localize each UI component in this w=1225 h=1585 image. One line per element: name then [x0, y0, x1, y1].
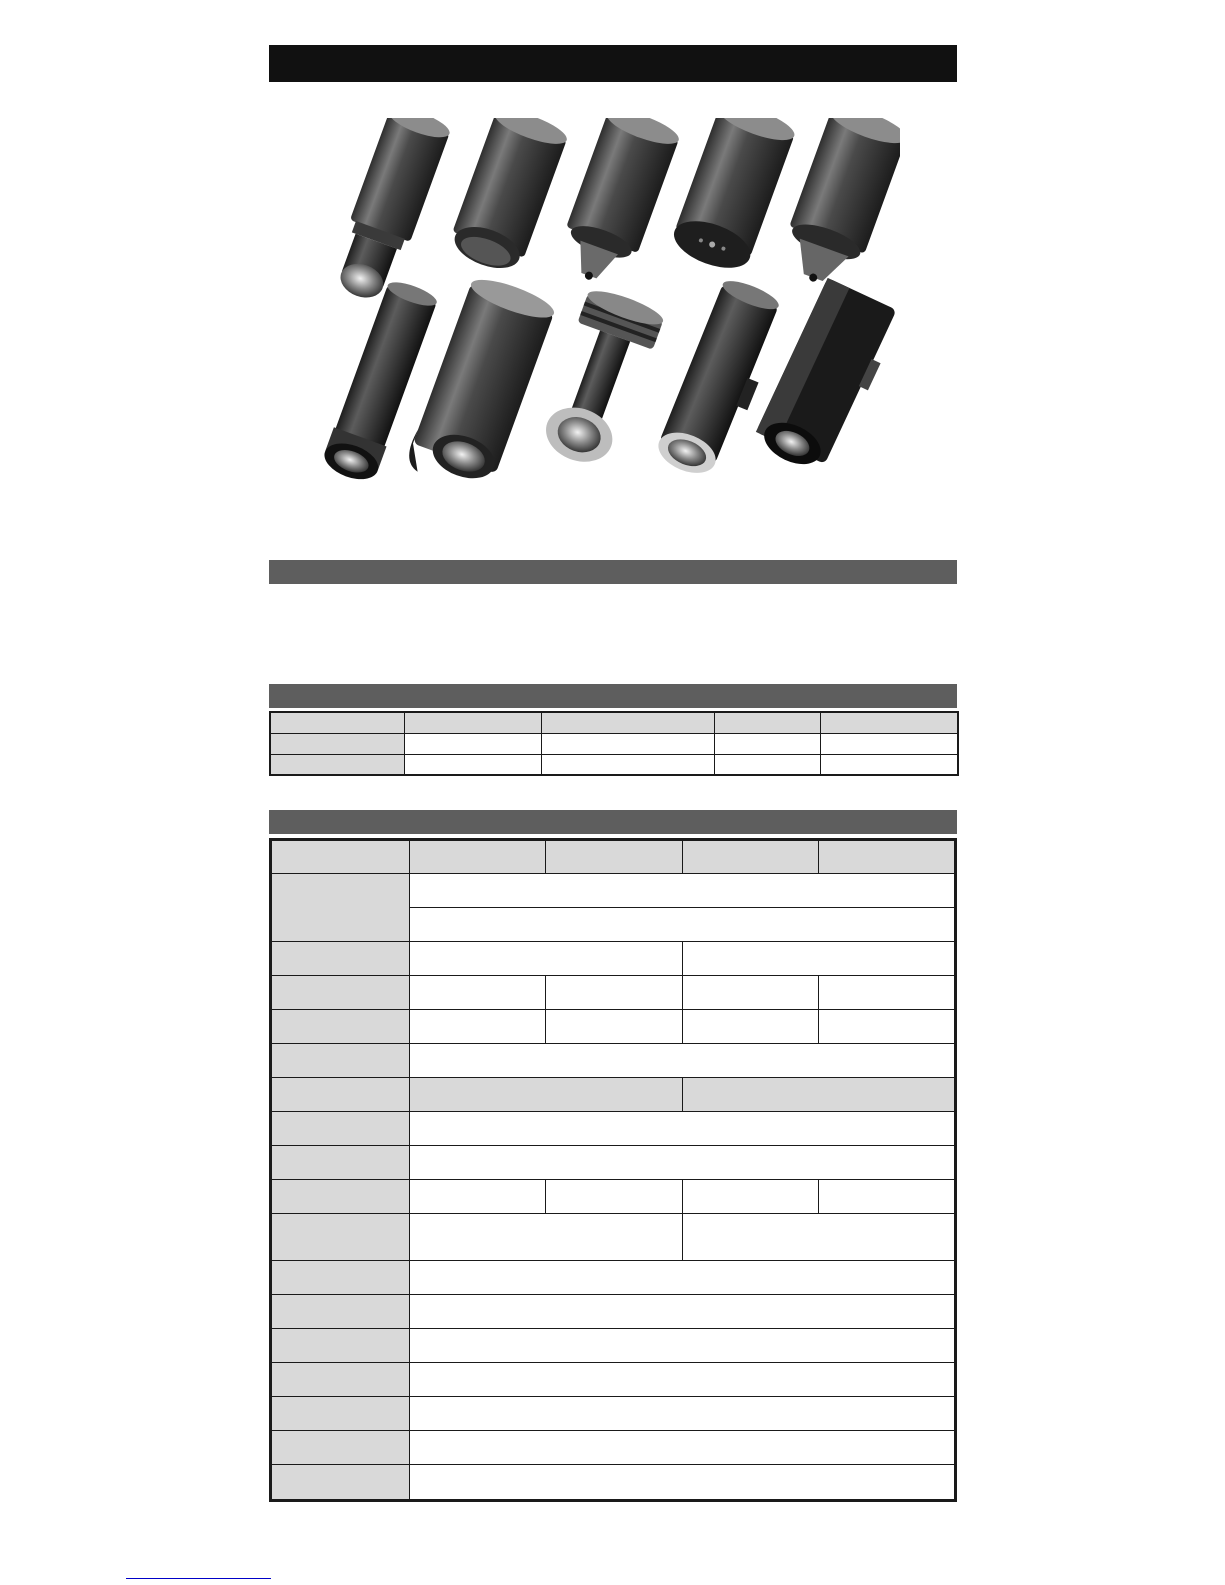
camera-bullet-bracket [652, 276, 791, 485]
spec-value-cell [819, 976, 956, 1010]
spec-value-cell [682, 1214, 955, 1261]
model-label-cell [270, 733, 404, 754]
spec-value-cell [409, 1044, 955, 1078]
model-header-cell [270, 712, 404, 733]
model-cell [714, 733, 820, 754]
spec-value-cell [409, 1214, 682, 1261]
section-bar-models [269, 684, 957, 708]
spec-value-cell [409, 1363, 955, 1397]
spec-row [271, 1431, 956, 1465]
spec-label-cell [271, 1112, 410, 1146]
model-table [269, 711, 959, 776]
spec-value-cell [409, 1078, 682, 1112]
spec-value-cell [819, 1010, 956, 1044]
spec-value-cell [409, 1465, 955, 1501]
spec-label-cell [271, 1146, 410, 1180]
spec-row [271, 1010, 956, 1044]
spec-label-cell [271, 1363, 410, 1397]
spec-value-cell [409, 1295, 955, 1329]
model-cell [404, 733, 541, 754]
spec-row [271, 1146, 956, 1180]
spec-header-cell [819, 840, 956, 874]
spec-row [271, 976, 956, 1010]
spec-label-cell [271, 1010, 410, 1044]
model-table-row [270, 733, 958, 754]
camera-pinhole-flat-lens [326, 118, 452, 307]
section-bar-features [269, 560, 957, 584]
spec-row [271, 1112, 956, 1146]
model-cell [820, 754, 958, 775]
model-cell [404, 754, 541, 775]
spec-row [271, 1078, 956, 1112]
spec-label-cell [271, 1078, 410, 1112]
spec-value-cell [409, 1431, 955, 1465]
spec-label-cell [271, 1465, 410, 1501]
section-bar-specifications [269, 810, 957, 834]
spec-value-cell [409, 976, 546, 1010]
product-photo-collage [300, 118, 900, 488]
spec-header-cell [682, 840, 819, 874]
camera-cone-pinhole [552, 118, 683, 292]
model-cell [820, 733, 958, 754]
spec-label-cell [271, 1295, 410, 1329]
spec-value-cell [682, 1010, 819, 1044]
spec-value-cell [409, 1261, 955, 1295]
spec-table-header-row [271, 840, 956, 874]
spec-label-cell [271, 1214, 410, 1261]
spec-label-cell [271, 942, 410, 976]
spec-value-cell [546, 976, 683, 1010]
page-title-bar [269, 45, 957, 82]
spec-value-cell [409, 942, 682, 976]
spec-label-cell [271, 1044, 410, 1078]
model-header-cell [404, 712, 541, 733]
model-cell [714, 754, 820, 775]
spec-label-cell [271, 1431, 410, 1465]
spec-row [271, 1261, 956, 1295]
spec-header-cell [271, 840, 410, 874]
spec-value-cell [409, 874, 955, 908]
spec-value-cell [819, 1180, 956, 1214]
spec-label-cell [271, 976, 410, 1010]
spec-row [271, 1397, 956, 1431]
spec-row [271, 1214, 956, 1261]
spec-value-cell [409, 1180, 546, 1214]
model-header-cell [714, 712, 820, 733]
spec-row [271, 942, 956, 976]
model-cell [541, 754, 714, 775]
spec-value-cell [546, 1180, 683, 1214]
spec-value-cell [409, 1112, 955, 1146]
spec-label-cell [271, 1261, 410, 1295]
spec-value-cell [409, 908, 955, 942]
spec-table [269, 838, 957, 1502]
spec-value-cell [409, 1329, 955, 1363]
camera-flat-face-small-lens [445, 118, 570, 277]
spec-row [271, 1295, 956, 1329]
camera-flat-face-screws [668, 118, 799, 277]
spec-label-cell [271, 1397, 410, 1431]
spec-value-cell [682, 1078, 955, 1112]
spec-value-cell [409, 1010, 546, 1044]
spec-label-cell [271, 1329, 410, 1363]
spec-row [271, 1044, 956, 1078]
model-table-row [270, 754, 958, 775]
spec-label-cell [271, 1180, 410, 1214]
camera-slim-bullet [320, 277, 442, 486]
spec-header-cell [546, 840, 683, 874]
spec-value-cell [682, 1180, 819, 1214]
spec-value-cell [409, 1397, 955, 1431]
model-label-cell [270, 754, 404, 775]
spec-value-cell [409, 1146, 955, 1180]
spec-row [271, 1465, 956, 1501]
model-table-header-row [270, 712, 958, 733]
spec-value-cell [546, 1010, 683, 1044]
model-header-cell [820, 712, 958, 733]
spec-header-cell [409, 840, 546, 874]
spec-value-cell [682, 942, 955, 976]
spec-row [271, 1329, 956, 1363]
camera-cone-pinhole-large [774, 118, 900, 295]
model-cell [541, 733, 714, 754]
model-header-cell [541, 712, 714, 733]
footer-link-underline[interactable] [126, 1578, 271, 1579]
spec-row [271, 1363, 956, 1397]
spec-row [271, 1180, 956, 1214]
spec-value-cell [682, 976, 819, 1010]
spec-label-cell [271, 874, 410, 942]
spec-row [271, 874, 956, 908]
